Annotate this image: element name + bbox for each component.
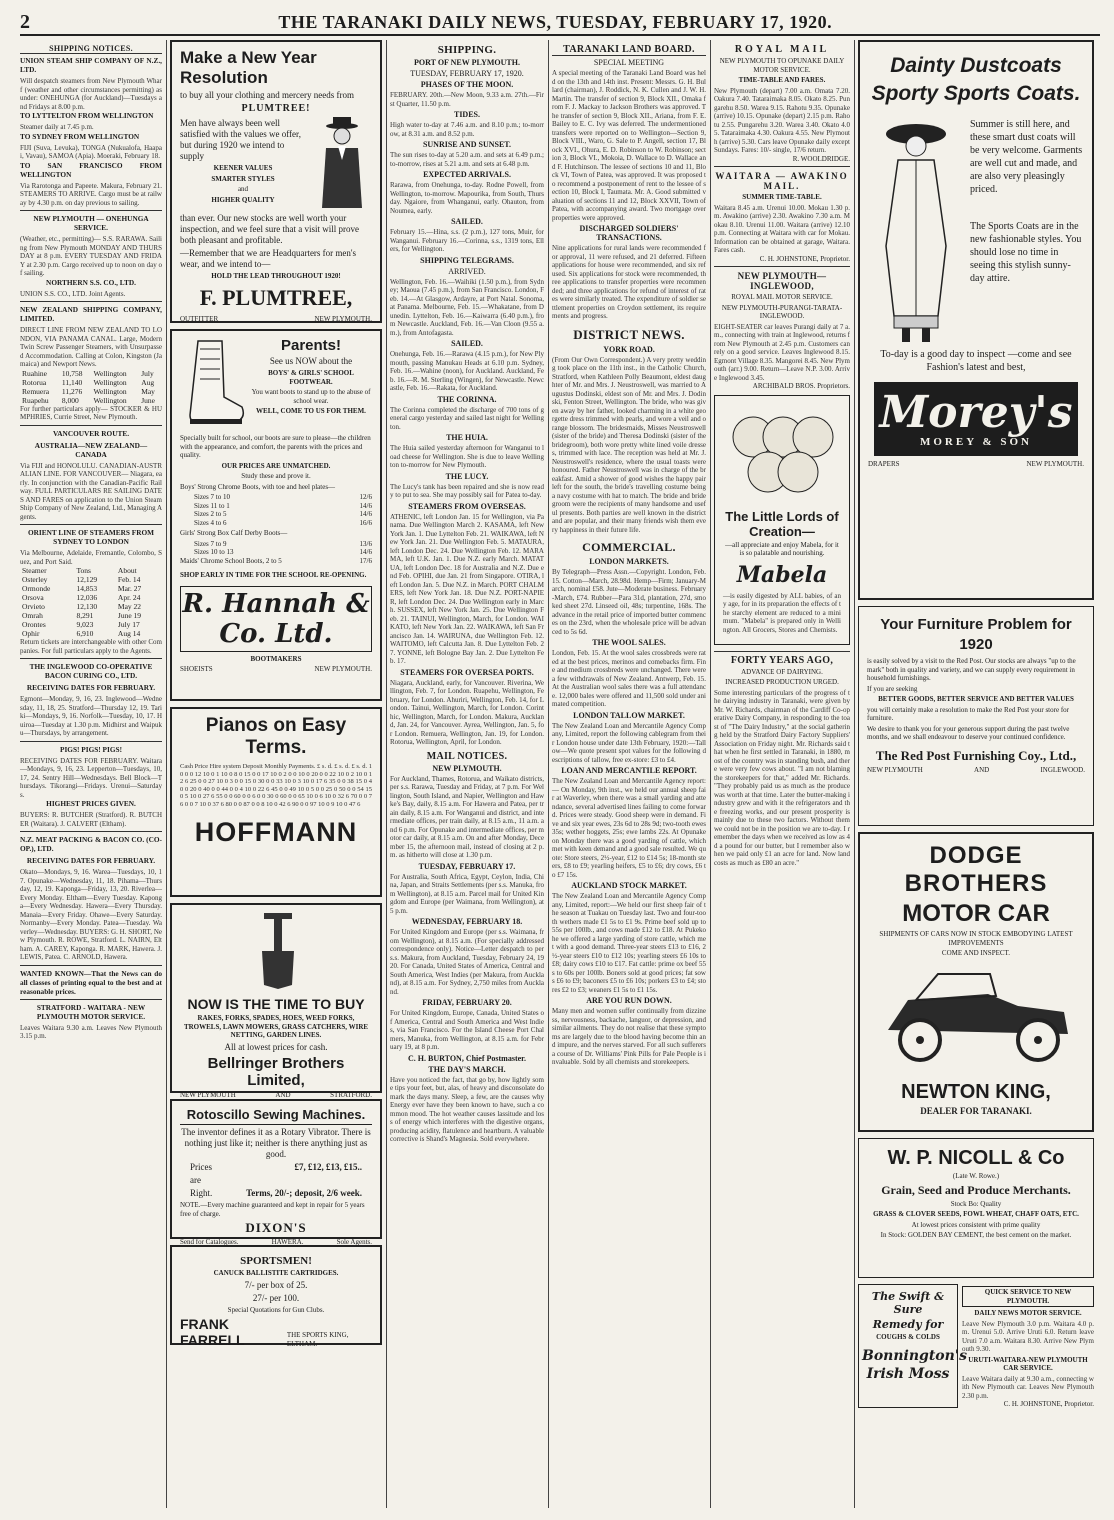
plumtree-hold: HOLD THE LEAD THROUGHOUT 1920! bbox=[211, 272, 341, 280]
section-heading: LOAN AND MERCANTILE REPORT. bbox=[561, 766, 697, 775]
column-advertisements bbox=[170, 40, 382, 1508]
section-heading: PHASES OF THE MOON. bbox=[420, 80, 514, 89]
section-heading: FRIDAY, FEBRUARY 20. bbox=[422, 998, 512, 1007]
royal-mail-sub: NEW PLYMOUTH TO OPUNAKE DAILY MOTOR SERVICE. bbox=[719, 57, 845, 74]
rotoscillo-body: The inventor defines it as a Rotary Vibrator. There is nothing just like it; neither is there anything just as good. bbox=[181, 1127, 371, 1159]
nicoll-goods: GRASS & CLOVER SEEDS, FOWL WHEAT, CHAFF OATS, ETC. bbox=[873, 1210, 1079, 1218]
rotoscillo-prices: £7, £12, £13, £15.. bbox=[294, 1162, 362, 1172]
dodge-come: COME AND INSPECT. bbox=[941, 949, 1011, 957]
section-heading: EXPECTED ARRIVALS. bbox=[423, 170, 511, 179]
section-heading: THE CORINNA. bbox=[437, 394, 497, 404]
section-heading: ARE YOU RUN DOWN. bbox=[586, 996, 672, 1005]
rotoscillo-terms: Terms, 20/-; deposit, 2/6 week. bbox=[246, 1188, 362, 1198]
rotoscillo-note: NOTE.—Every machine guaranteed and kept in repair for 5 years free of charge. bbox=[180, 1201, 365, 1218]
notice-title: NEW ZEALAND SHIPPING COMPANY, LIMITED. bbox=[20, 305, 162, 323]
car-illustration bbox=[868, 960, 1084, 1070]
hannah-list-heading: Boys' Strong Chrome Boots, with toe and heel plates— bbox=[180, 482, 336, 491]
forty-years-sub: ADVANCE OF DAIRYING. bbox=[741, 667, 823, 676]
quick-service-prop: C. H. JOHNSTONE, Proprietor. bbox=[1003, 1400, 1094, 1408]
shipping-heading: SHIPPING. bbox=[437, 44, 497, 56]
summer-timetable: SUMMER TIME-TABLE. bbox=[742, 193, 822, 201]
section-heading: SAILED. bbox=[451, 339, 483, 348]
hannah-sub1: See us NOW about the bbox=[269, 356, 353, 366]
port-heading: PORT OF NEW PLYMOUTH. bbox=[414, 58, 520, 67]
dodge-headline2: MOTOR CAR bbox=[902, 900, 1050, 927]
nicoll-headline: Grain, Seed and Produce Merchants. bbox=[881, 1182, 1071, 1197]
bottom-row bbox=[858, 1284, 1094, 1414]
hannah-price-list bbox=[180, 493, 372, 527]
notice-title: TO LYTTELTON FROM WELLINGTON bbox=[20, 111, 154, 120]
bellringer-loc1: NEW PLYMOUTH bbox=[180, 1090, 236, 1099]
quick-service-sub: DAILY NEWS MOTOR SERVICE. bbox=[974, 1309, 1082, 1317]
notice-title: STRATFORD - WAITARA - NEW PLYMOUTH MOTOR SERVICE. bbox=[36, 1002, 146, 1021]
shipping-notices-heading: SHIPPING NOTICES. bbox=[20, 44, 162, 54]
notice-title: UNION STEAM SHIP COMPANY OF N.Z., LTD. bbox=[20, 56, 162, 74]
plumtree-intro: to buy all your clothing and mercery needs from bbox=[180, 90, 354, 100]
bonnington-brand2: Irish Moss bbox=[866, 1365, 950, 1382]
rotoscillo-headline: Rotoscillo Sewing Machines. bbox=[180, 1107, 372, 1125]
mabela-brand: Mabela bbox=[736, 561, 828, 588]
price-row: Sizes 7 to 10 12/6 bbox=[194, 493, 372, 501]
proprietor: R. WOOLDRIDGE. bbox=[792, 154, 850, 163]
hannah-footer-left: SHOEISTS bbox=[180, 665, 213, 673]
bellringer-firm: Bellringer Brothers Limited, bbox=[207, 1054, 345, 1089]
farrell-item: CANUCK BALLISTITE CARTRIDGES. bbox=[213, 1269, 339, 1277]
plumtree-store: PLUMTREE! bbox=[241, 103, 311, 114]
morey-invite: To-day is a good day to inspect —come and see Fashion's latest and best, bbox=[880, 349, 1072, 373]
mabela-advertisement: The Little Lords of Creation— —all appreciate and enjoy Mabela, for it is so palatable and nourishing. Mabela —is easily digested by ALL babies, of any age, for in its preparation the effects of the starchy element are reduced to a minimum. "Mabela" is prepared only in Wellington. All Grocers, Stores and Chemists. bbox=[714, 395, 850, 645]
section-heading: THE WOOL SALES. bbox=[592, 638, 666, 647]
np-purangi-heading: NEW PLYMOUTH-PURANGI-TARATA-INGLEWOOD. bbox=[721, 303, 843, 320]
notice-title: TO SAN FRANCISCO FROM WELLINGTON bbox=[20, 160, 162, 179]
rotoscillo-footer-mid: HAWERA. bbox=[271, 1238, 304, 1246]
bonnington-brand1: Bonnington's bbox=[862, 1347, 967, 1364]
notice-title: THE INGLEWOOD CO-OPERATIVE BACON CURING CO., LTD. bbox=[29, 662, 153, 680]
shipping-signature: C. H. BURTON, Chief Postmaster. bbox=[408, 1053, 526, 1063]
section-heading: WEDNESDAY, FEBRUARY 18. bbox=[411, 917, 523, 926]
notice-title: TO SYDNEY FROM WELLINGTON bbox=[20, 131, 140, 141]
section-heading: SUNRISE AND SUNSET. bbox=[422, 140, 512, 149]
price-row: Sizes 11 to 1 14/6 bbox=[194, 501, 372, 510]
dodge-sub: SHIPMENTS OF CARS NOW IN STOCK EMBODYING LATEST IMPROVEMENTS bbox=[879, 930, 1073, 947]
redpost-loc2: AND bbox=[974, 765, 990, 774]
nicoll-firm: W. P. NICOLL & Co bbox=[887, 1147, 1065, 1169]
hoffmann-headline: Pianos on Easy Terms. bbox=[205, 715, 347, 758]
shipping-date: TUESDAY, FEBRUARY 17, 1920. bbox=[410, 69, 524, 78]
plumtree-footer-right: NEW PLYMOUTH. bbox=[314, 314, 372, 323]
bellringer-loc2: AND bbox=[275, 1090, 291, 1099]
mabela-body: —all appreciate and enjoy Mabela, for it is so palatable and nourishing. bbox=[725, 540, 839, 557]
dodge-dealer: NEWTON KING, bbox=[901, 1080, 1051, 1103]
hannah-headline: Parents! bbox=[280, 337, 342, 354]
dodge-advertisement bbox=[858, 832, 1094, 1132]
section-heading: THE LUCY. bbox=[445, 471, 489, 481]
uruti-heading: URUTI-WAITARA-NEW PLYMOUTH CAR SERVICE. bbox=[968, 1355, 1088, 1372]
hannah-bootmakers: BOOTMAKERS bbox=[250, 654, 302, 663]
forty-years-heading: FORTY YEARS AGO, bbox=[714, 651, 850, 666]
np-inglewood-heading: NEW PLYMOUTH—INGLEWOOD, bbox=[737, 271, 827, 291]
hannah-sub2: BOYS' & GIRLS' SCHOOL FOOTWEAR. bbox=[268, 369, 354, 386]
nicoll-late: (Late W. Rowe.) bbox=[952, 1172, 1000, 1180]
hannah-footer-right: NEW PLYMOUTH. bbox=[314, 665, 372, 673]
plumtree-higher: HIGHER QUALITY bbox=[211, 195, 275, 204]
section-heading: SHIPPING TELEGRAMS. bbox=[420, 255, 514, 265]
morey-footer-left: DRAPERS bbox=[868, 460, 900, 468]
section-heading: YORK ROAD. bbox=[603, 344, 655, 354]
farrell-price2: 27/- per 100. bbox=[252, 1292, 300, 1303]
bonnington-line2: Remedy for bbox=[872, 1318, 944, 1331]
hannah-prices: OUR PRICES ARE UNMATCHED. bbox=[221, 461, 331, 470]
quick-service-block: QUICK SERVICE TO NEW PLYMOUTH. DAILY NEWS MOTOR SERVICE. Leave New Plymouth 3.0 p.m. Waitara 4.0 p.m. Urenui 5.0. Arrive Uruti 6.0. Return leave Uruti 7.0 a.m. Waitara 8.30. Arrive New Plymouth 9.30. URUTI-WAITARA-NEW PLYMOUTH CAR SERVICE. Leave Waitara daily at 9.30 a.m., connecting with New Plymouth car. Leaves New Plymouth 2.30 p.m. C. H. JOHNSTONE, Proprietor. bbox=[962, 1288, 1094, 1408]
bellringer-body: RAKES, FORKS, SPADES, HOES, WEED FORKS, TROWELS, LAWN MOWERS, GRASS CATCHERS, WIRE NETTING, GARDEN LINES. bbox=[183, 1014, 369, 1039]
sailing-table: Ruahine 10,758 Wellington July Rotorua 11,140 Wellington Aug Remuera 11,276 Wellington May Ruapehu 8,000 Wellington June bbox=[22, 368, 155, 405]
section-heading: THE DAY'S MARCH. bbox=[428, 1064, 506, 1074]
nicoll-cement: In Stock: GOLDEN BAY CEMENT, the best cement on the market. bbox=[880, 1231, 1072, 1239]
johnstone: C. H. JOHNSTONE, Proprietor. bbox=[759, 254, 850, 263]
hannah-body2: Specially built for school, our boots are sure to please—the children with the appearance, and comfort, the parents with the prices and quality. bbox=[180, 434, 371, 459]
plumtree-signature: F. PLUMTREE, bbox=[199, 284, 353, 310]
children-illustration bbox=[723, 402, 841, 502]
section-heading: MAIL NOTICES. bbox=[426, 750, 508, 762]
plumtree-advertisement bbox=[170, 40, 382, 323]
notice-title: RECEIVING DATES FOR FEBRUARY. bbox=[26, 683, 156, 692]
plumtree-keener: KEENER VALUES bbox=[213, 164, 273, 172]
section-heading: LONDON TALLOW MARKET. bbox=[573, 710, 685, 720]
nicoll-lowest: At lowest prices consistent with prime quality bbox=[911, 1220, 1041, 1229]
page-number: 2 bbox=[20, 10, 31, 33]
morey-logo-block bbox=[874, 382, 1078, 456]
rotoscillo-prices-label: Prices bbox=[190, 1162, 212, 1172]
section-heading: STEAMERS FROM OVERSEAS. bbox=[408, 501, 526, 511]
notice-title: HIGHEST PRICES GIVEN. bbox=[46, 799, 136, 808]
farrell-advertisement bbox=[170, 1245, 382, 1348]
column-mail-services: ROYAL MAIL NEW PLYMOUTH TO OPUNAKE DAILY MOTOR SERVICE. TIME-TABLE AND FARES. New Plymouth (depart) 7.00 a.m. Omata 7.20. Oakura 7.40. Tataraimaka 8.05. Okato 8.25. Pungarehu 8.50. Warea 9.15. Rahotu 9.35. Opunake (arrive) 10.15. Opunake (depart) 2.15 p.m. Rahotu 2.55. Pungarehu 3.20. Warea 3.40. Okato 4.05. Tataraimaka 4.30. Oakura 4.55. New Plymouth (arrive) 5.30. Cars leave Opunake daily except Sundays. Fares: 10/- single, 17/6 return. R. WOOLDRIDGE. WAITARA — AWAKINO MAIL. SUMMER TIME-TABLE. Waitara 8.45 a.m. Urenui 10.00. Mokau 1.30 p.m. Awakino (arrive) 2.30. Awakino 7.30 a.m. Mokau 8.10. Urenui 11.00. Waitara (arrive) 12.10 p.m. Connecting at Waitara with car for Mokau. Information can be obtained at garage, Waitara. Fares cash. C. H. JOHNSTONE, Proprietor. NEW PLYMOUTH—INGLEWOOD, ROYAL MAIL MOTOR SERVICE. NEW PLYMOUTH-PURANGI-TARATA-INGLEWOOD. EIGHT-SEATER car leaves Purangi daily at 7 a.m., connecting with train at Inglewood, returns from New Plymouth at 2.45 p.m. Customers can rely on a good service. Leaves Inglewood 8.15. Egmont Village 8.35. Mangorei 8.45. New Plymouth (arr.) 9.00. Return—Leave N.P. 3.00. Arrive Inglewood 3.45. ARCHIBALD BROS. Proprietors. The Little Lords of Creation— —all appreciate and enjoy Mabela, for it is so palatable and nourishing. Mabela —is easily digested by ALL babies, of any age, for in its preparation the effects of the starchy element are reduced to a minimum. "Mabela" is prepared only in Wellington. All Grocers, Stores and Chemists. FORTY YEARS AGO, ADVANCE OF DAIRYING. INCREASED PRODUCTION URGED. Some interesting particulars of the progress of the dairying industry in Taranaki, were given by Mr. W. Richards, chairman of the Cardiff Co-operative Dairy Company, in responding to the toast of "The Dairy Industry," at the social gathering held by the Stratford Dairy Factory Suppliers' Association on Friday night. Mr. Richards said that when he first settled in Taranaki, in 1880, most of the country was in standing bush, and there were very few cows about. "I am not blaming the storekeepers for that," added Mr. Richards. "They probably paid us as much as the produce was worth at that time. Later the butter-making industry grew and with it the refrigerators and the freezing works, and our present prosperity is mainly due to these two factors. Without them we could not be in the position we are to-day. I remember the days when we received as low as 4d a pound for our butter, but I remember also when we paid only £1 an acre for land. Now land costs as much as £80 an acre." bbox=[714, 44, 850, 867]
morey-advertisement bbox=[858, 40, 1094, 600]
plumtree-headline: Make a New Year Resolution bbox=[180, 48, 317, 87]
plumtree-footer-left: OUTFITTER bbox=[180, 314, 219, 323]
farrell-special: Special Quotations for Gun Clubs. bbox=[227, 1305, 325, 1314]
section-heading: AUCKLAND STOCK MARKET. bbox=[571, 881, 687, 890]
hannah-body: You want boots to stand up to the abuse of school wear. bbox=[251, 388, 371, 405]
column-rule bbox=[166, 40, 167, 1508]
section-heading: THE HUIA. bbox=[446, 433, 488, 442]
section-heading: SAILED. bbox=[451, 217, 483, 226]
redpost-better: BETTER GOODS, BETTER SERVICE AND BETTER VALUES bbox=[878, 695, 1074, 703]
redpost-body2: you will certainly make a resolution to make the Red Post your store for furniture. bbox=[867, 705, 1069, 722]
column-right-ads bbox=[858, 40, 1094, 1508]
section-heading: NEW PLYMOUTH. bbox=[432, 763, 502, 773]
lady-illustration bbox=[868, 116, 964, 346]
bellringer-headline: NOW IS THE TIME TO BUY bbox=[187, 996, 365, 1012]
plumtree-and: and bbox=[237, 185, 249, 193]
waitara-heading: WAITARA — AWAKINO MAIL. bbox=[715, 171, 849, 191]
rotoscillo-footer-right: Sole Agents. bbox=[336, 1238, 372, 1246]
redpost-firm: The Red Post Furnishing Coy., Ltd., bbox=[875, 747, 1077, 763]
notice-title: N.Z. MEAT PACKING & BACON CO. (CO-OP.), LTD. bbox=[20, 835, 162, 853]
price-row: Sizes 10 to 13 14/6 bbox=[194, 548, 372, 556]
rotoscillo-footer-left: Send for Catalogues. bbox=[180, 1238, 239, 1246]
section-heading: COMMERCIAL. bbox=[582, 540, 676, 554]
redpost-advertisement bbox=[858, 606, 1094, 826]
arrived-label: ARRIVED. bbox=[448, 266, 486, 276]
nicoll-advertisement bbox=[858, 1138, 1094, 1278]
special-meeting-label: SPECIAL MEETING bbox=[593, 58, 665, 67]
dodge-headline1: DODGE BROTHERS bbox=[904, 842, 1048, 897]
mabela-headline: The Little Lords of Creation— bbox=[725, 508, 839, 539]
column-rule bbox=[548, 40, 549, 1508]
archibald-bros: ARCHIBALD BROS. Proprietors. bbox=[752, 382, 850, 390]
price-row: Maids' Chrome School Boots, 2 to 5 17/6 bbox=[180, 556, 372, 565]
notice-title: NEW PLYMOUTH — ONEHUNGA SERVICE. bbox=[33, 214, 149, 232]
morey-body2: The Sports Coats are in the new fashionable styles. You should lose no time in seeing this stylish sunny-day attire. bbox=[970, 221, 1082, 284]
royal-mail-heading: ROYAL MAIL bbox=[734, 44, 830, 55]
timetable-heading: TIME-TABLE AND FARES. bbox=[738, 76, 826, 84]
morey-headline1: Dainty Dustcoats bbox=[890, 54, 1062, 77]
farrell-footer: THE SPORTS KING, ELTHAM. bbox=[286, 1331, 349, 1348]
bellringer-prices: All at lowest prices for cash. bbox=[224, 1041, 328, 1052]
hannah-logo: R. Hannah & Co. Ltd. bbox=[180, 586, 372, 652]
bonnington-advertisement bbox=[858, 1284, 967, 1408]
notice-title: NORTHERN S.S. CO., LTD. bbox=[46, 277, 136, 287]
bonnington-line1: The Swift & Sure bbox=[871, 1290, 945, 1316]
gentleman-illustration bbox=[312, 116, 372, 211]
dodge-dealer-sub: DEALER FOR TARANAKI. bbox=[920, 1105, 1032, 1116]
nicoll-stock: Stock Bo: Quality bbox=[950, 1199, 1002, 1208]
forty-years-sub2: INCREASED PRODUCTION URGED. bbox=[725, 678, 839, 686]
notice-title: PIGS! PIGS! PIGS! bbox=[59, 744, 123, 754]
price-row: Sizes 4 to 6 16/6 bbox=[194, 518, 372, 527]
notice-title: AUSTRALIA—NEW ZEALAND—CANADA bbox=[34, 440, 148, 459]
page-title: THE TARANAKI DAILY NEWS, TUESDAY, FEBRUARY 17, 1920. bbox=[278, 11, 833, 32]
hannah-early: SHOP EARLY IN TIME FOR THE SCHOOL RE-OPENING. bbox=[180, 571, 367, 579]
bonnington-line3: COUGHS & COLDS bbox=[876, 1333, 940, 1341]
notice-title: RECEIVING DATES FOR FEBRUARY. bbox=[26, 856, 156, 865]
hannah-well: WELL, COME TO US FOR THEM. bbox=[256, 407, 366, 415]
plumtree-body2: than ever. Our new stocks are well worth your inspection, and we feel sure that a visit will prove both pleasant and profitable. bbox=[180, 213, 359, 245]
masthead bbox=[20, 10, 1100, 36]
section-heading: DISCHARGED SOLDIERS' TRANSACTIONS. bbox=[579, 224, 679, 242]
section-heading: TUESDAY, FEBRUARY 17. bbox=[418, 861, 516, 871]
column-rule bbox=[386, 40, 387, 1508]
redpost-loc3: INGLEWOOD. bbox=[1040, 765, 1085, 774]
redpost-anxious: If you are seeking bbox=[867, 684, 918, 693]
morey-footer-right: NEW PLYMOUTH. bbox=[1026, 460, 1084, 468]
bellringer-loc3: STRATFORD. bbox=[330, 1090, 372, 1099]
section-heading: STEAMERS FOR OVERSEA PORTS. bbox=[400, 667, 534, 677]
hoffmann-brand: HOFFMANN bbox=[194, 816, 358, 847]
morey-headline2: Sporty Sports Coats. bbox=[871, 82, 1081, 105]
price-row: Sizes 7 to 9 13/6 bbox=[194, 539, 372, 548]
section-heading: LONDON MARKETS. bbox=[589, 557, 669, 566]
hannah-price-list-2 bbox=[180, 540, 372, 566]
spade-illustration bbox=[180, 911, 376, 991]
rotoscillo-are: are bbox=[190, 1175, 201, 1185]
plumtree-body: Men have always been well satisfied with the values we offer, but during 1920 we intend to supply bbox=[180, 118, 301, 161]
price-row: Sizes 2 to 5 14/6 bbox=[194, 510, 372, 518]
rotoscillo-right-label: Right. bbox=[190, 1188, 213, 1198]
shipping-notices-list: UNION STEAM SHIP COMPANY OF N.Z., LTD. Will despatch steamers from New Plymouth Wharf (weather and other circumstances permitting) as under: ONEHUNGA (for Auckland)—Tuesdays and Fridays at 8.00 p.m. TO LYTTELTON FROM WELLINGTON Steamer daily at 7.45 p.m. TO SYDNEY FROM WELLINGTON FIJI (Suva, Levuka), TONGA (Nukualofa, Haapai, Vavau), SAMOA (Apia). Moeraki, February 18. TO SAN FRANCISCO FROM WELLINGTON Via Rarotonga and Papeete. Makura, February 21. STEAMERS TO ARRIVE. Cargo must be at railway by 4.30 p.m. on day previous to sailing. NEW PLYMOUTH — ONEHUNGA SERVICE. (Weather, etc., permitting)— S.S. RARAWA. Sailing from New Plymouth MONDAY AND THURSDAY at 8 p.m. EVERY TUESDAY AND FRIDAY at 2.30 p.m. Cargo received up to noon on day of sailing. NORTHERN S.S. CO., LTD. UNION S.S. CO., LTD. Joint Agents. NEW ZEALAND SHIPPING COMPANY, LIMITED. DIRECT LINE FROM NEW ZEALAND TO LONDON, VIA PANAMA CANAL. Large, Modern Twin Screw Passenger Steamers, with Unsurpassed Accommodation. Calling at Colon, Kingston (Jamaica) and Newport News. Ruahine 10,758 Wellington July Rotorua 11,140 Wellington Aug Remuera 11,276 Wellington May Ruapehu 8,000 Wellington June For further particulars apply— STOCKER & HUMPHRIES, Currie Street, New Plymouth. VANCOUVER ROUTE. AUSTRALIA—NEW ZEALAND—CANADA Via FIJI and HONOLULU. CANADIAN-AUSTRALIAN LINE. FOR VANCOUVER— Niagara, early. In conjunction with the Canadian-Pacific Railway. FULL PARTICULARS RE SAILING DATES AND FARES on application to the Union Steam Ship Company of New Zealand, Ltd., Managing Agents. ORIENT LINE OF STEAMERS FROM SYDNEY TO LONDON Via Melbourne, Adelaide, Fremantle, Colombo, Suez, and Port Said. Steamer Tons About Osterley 12,129 Feb. 14 Ormonde 14,853 Mar. 27 Orsova 12,036 Apr. 24 Orvieto 12,130 May 22 Omrah 8,291 June 19 Orontes 9,023 July 17 Ophir 6,910 Aug 14 Return tickets are interchangeable with other Companies. For full particulars apply to the Agents. THE INGLEWOOD CO-OPERATIVE BACON CURING CO., LTD. RECEIVING DATES FOR FEBRUARY. Egmont—Monday, 9, 16, 23. Inglewood—Wednesday, 11, 18, 25. Stratford—Thursday 12, 19. Tariki—Mondays, 9, 16. Norfolk—Tuesday, 10, 17. Huiroa—Tuesday at 1.30 p.m. Midhirst and Waipuku—Thursdays, by arrangement. PIGS! PIGS! PIGS! RECEIVING DATES FOR FEBRUARY. Waitara—Mondays, 9, 16, 23. Lepperton—Tuesdays, 10, 17, 24. Sentry Hill—Wednesdays. Bell Block—Thursdays. Tikorangi—Fridays. Urenui—Saturdays. HIGHEST PRICES GIVEN. BUYERS: R. BUTCHER (Stratford). R. BUTCHER (Waitara). J. CALVERT (Eltham). N.Z. MEAT PACKING & BACON CO. (CO-OP.), LTD. RECEIVING DATES FOR FEBRUARY. Okato—Mondays, 9, 16. Warea—Tuesdays, 10, 17. Opunake—Wednesday, 11, 18. Pihama—Thursday, 12, 19. Kaponga—Friday, 13, 20. Riverlea—Every Monday. Eltham—Every Tuesday. Kaponga—Every Wednesday. Hawera—Every Thursday. Manaia—Every Friday. Ohawe—Every Saturday. Normanby—Every Monday. Patea—Tuesday. Waverley—Wednesday. BUYERS: G. H. SHORT, New Plymouth. R. ROWE, Stratford. L. NAIRN, Eltham. A. CAREY, Kaponga. R. MARK, Hawera. J. LEWIS, Patea. C. ARNOLD, Hawera. WANTED KNOWN—That the News can do all classes of printing equal to the best and at reasonable prices. STRATFORD - WAITARA - NEW PLYMOUTH MOTOR SERVICE. Leaves Waitara 9.30 a.m. Leaves New Plymouth 3.15 p.m. bbox=[20, 56, 162, 1040]
redpost-body: is easily solved by a visit to the Red Post. Our stocks are always "up to the mark" both in quality and variety, and we can supply every requirement in household furnishings. bbox=[867, 657, 1076, 682]
hannah-advertisement bbox=[170, 329, 382, 701]
section-heading: TIDES. bbox=[453, 110, 480, 119]
orient-table: Steamer Tons About Osterley 12,129 Feb. 14 Ormonde 14,853 Mar. 27 Orsova 12,036 Apr. 24 Orvieto 12,130 May 22 Omrah 8,291 June 19 Orontes 9,023 July 17 Ophir 6,910 Aug 14 bbox=[22, 566, 142, 638]
notice-title: WANTED KNOWN—That the News can do all classes of printing equal to the best and at reasonable prices. bbox=[20, 968, 162, 996]
royal-mail-motor: ROYAL MAIL MOTOR SERVICE. bbox=[731, 293, 833, 301]
farrell-headline: SPORTSMEN! bbox=[240, 1255, 312, 1267]
farrell-price1: 7/- per box of 25. bbox=[244, 1279, 308, 1290]
farrell-firm: FRANK FARRELL bbox=[180, 1316, 245, 1348]
morey-logo-sub: MOREY & SON bbox=[919, 436, 1033, 448]
land-board-heading: TARANAKI LAND BOARD. bbox=[552, 44, 706, 56]
morey-body: Summer is still here, and these smart dust coats will be very welcome. Garments are well cut and made, and are also very pleasingly priced. bbox=[970, 119, 1083, 195]
hoffmann-advertisement bbox=[170, 707, 382, 897]
column-rule bbox=[854, 40, 855, 1508]
column-land-board: TARANAKI LAND BOARD. SPECIAL MEETING A special meeting of the Taranaki Land Board was held on the 13th and 14th inst. Present: Messrs. G. H. Bullard (chairman), J. Roddick, N. K. Cullen and J. W. H. Martin. The transfer of section 9, Block XII., Omaka from F. J. Mackay to Jackson Brothers was approved. The transfer of section 9, Block XII., Ariana, from F. E. Bailey to E. C. Ivy was deferred. The undermentioned transfers were reported on to Wellington—Section 9, Block VIII., Waro, G. Sale to P. Angell, section 17, Block XVI., Ohura, E. D. Robinson to W. Robinson; section 3, Block VI., Mokoia, D. Wallace to D. Wallace and F. Hutchinson. The lessee of sections 10 and 11, Block VI, Town of Patea, was approved. It was proposed to recommend a postponement of rent to the lessee of section 10, Block I, Taumata. Mr. A. Good submitted valuation of sections 11 and 12, Block XXVII, Town of Patea, with accompanying award. Two mortgage over properties were approved. DISCHARGED SOLDIERS' TRANSACTIONS. Nine applications for rural lands were recommended for approval, 11 were refused, and 21 deferred. Fifteen applications for house were recommended, and six refused. Six applications for stock were recommended, three applications to transfer properties were recommended; and three applications for refund of interest of rates were similarly treated. The expenditure of soldier settlement properties on Croydon settlement, its requirements and progress. DISTRICT NEWS. YORK ROAD. (From Our Own Correspondent.) A very pretty wedding took place on the 11th inst., in the Catholic Church, Stratford, when Kathleen Polly Beaumont, eldest daughter of Mr. and Mrs. J. Neustroswell, was married to Augustus Dodinski, eldest son of Mr. and Mrs. J. Dodinski, Fenton Street, Wellington. The bride, who was given away by her father, looked charming in a white georgette dress trimmed with pearls, and wore a veil and orange blossom. The bridesmaids, Misses Neustroswell (sister of the bride) and Theresa Dodinski (sister of the bridegroom), both wore pretty white lined voile dresses, trimmed with lace. The reception was held at Mr. J. Neustroswell's residence, where the usual toasts were honoured. Father Neustroswell was in charge of the breakfast. Amid a shower of good wishes the happy pair left for the south, the bride's travelling costume being a navy costume with hat to match. The bride and bridegroom were the recipients of many handsome and useful presents. Both parties are well known in the district and are popular, and their many friends wish them every happiness in their future life. COMMERCIAL. LONDON MARKETS. By Telegraph—Press Assn.—Copyright. London, Feb. 15. Cotton—March, 28.98d. Hemp—Firm; January-March, nominal £58. Jute—Moderate business. February-March, £74. Rubber—Para 31d, plantation, 27d, smoked sheet 27d. Linseed oil, 48s; turpentine, 168s. The advance in the retail price of imported butter commences on the 23rd, when the wholesale price will be advanced to 5s 6d. THE WOOL SALES. London, Feb. 15. At the wool sales crossbreds were rated at the best prices, merinos and comebacks firm. Fine and medium crossbreds were unchanged. There were a few withdrawals of New Zealand. Antwerp, Feb. 15. At the Australian wool sales there was a full attendance. 12,000 bales were offered and 11,500 sold under animated competition. LONDON TALLOW MARKET. The New Zealand Loan and Mercantile Agency Company, Limited, report the following cablegram from their London house under date 13th February, 1920:—Tallow—We quote present spot values for the following descriptions of tallow, free ex-store: £3 to £4. LOAN AND MERCANTILE REPORT. The New Zealand Loan and Mercantile Agency report:— On Monday, 9th inst., we held our annual sheep fair at Waverley, when there was a small yarding and attendance, several advertised lines failing to come forward. Prices were steady. Good sheep were in demand. Five and six year ewes, 23s 6d to 28s 9d; two-tooth ewes 35s; wether hoggets, 25s; ewe lambs 22s. At Opunake on Monday there was a good yarding of cattle, which met with keen demand and a good sale resulted. We quote: Store steers, 2½-year, £12 to £14 5s; 18-month steers, £8 to £9; yearling heifers, £5 to £6; dry cows, £6 to £7 15s. AUCKLAND STOCK MARKET. The New Zealand Loan and Mercantile Agency Company, Limited, report:—We held our first sheep fair of the season at Tuakau on Tuesday last. Two and four-tooth wethers made £1 5s to £1 9s. Prime beef sold up to 55s per 100lb., and cows made £12 to £18. At Pukekohe we offered a large yarding of store cattle, which met with a good demand. Three-year steers £13 to £16, 2½-year steers £10 to £12 10s; yearling steers £6 10s to £8; dairy cows £10 to £17. Fat cattle: prime ox beef 55s to 60s per 100lb. Boners sold at good prices; fat sows £6 to £9; baconers £5 to £6 10s; porkers £3 to £4; stores £2 to £3; weaners £1 5s to £1 15s. ARE YOU RUN DOWN. Many men and women suffer continually from dizziness, nervousness, backache, languor, or depression, and similar ailments. They do not realise that these symptoms are largely due to the blood having become thin and impure, and the nerves starved. For all such sufferers a course of Dr. Williams' Pink Pills for Pale People is invaluable. Sold by all chemists and storekeepers. bbox=[552, 44, 706, 1066]
boot-illustration bbox=[180, 337, 250, 432]
column-rule bbox=[710, 40, 711, 1508]
rotoscillo-advertisement bbox=[170, 1099, 382, 1246]
notice-title: VANCOUVER ROUTE. bbox=[52, 428, 130, 438]
plumtree-remember: —Remember that we are Headquarters for men's wear, and we intend to— bbox=[180, 248, 357, 269]
hoffmann-price-table: Cash Price Hire system Deposit Monthly Payments. £ s. d. £ s. d. £ s. d. 10 0 0 12 10 0 1 10 0 8 0 15 0 0 17 10 0 2 0 0 10 0 20 0 0 22 10 0 2 10 0 12 6 25 0 0 27 10 0 3 0 0 15 0 30 0 0 33 10 0 3 10 0 17 6 35 0 0 38 15 0 4 0 0 20 0 40 0 0 44 0 0 4 10 0 22 6 45 0 0 49 10 0 5 0 0 25 0 50 0 0 54 15 0 5 10 0 27 6 55 0 0 60 0 0 6 0 0 30 0 60 0 0 65 10 0 6 10 0 32 6 70 0 0 76 0 0 7 10 0 37 6 80 0 0 87 0 0 8 10 0 42 6 90 0 0 97 10 0 9 10 0 47 6 bbox=[180, 763, 372, 808]
plumtree-smarter: SMARTER STYLES bbox=[211, 174, 275, 183]
redpost-body3: We desire to thank you for your generous support during the past twelve months, and we shall endeavour to deserve your continued confidence. bbox=[867, 724, 1070, 741]
redpost-loc1: NEW PLYMOUTH bbox=[867, 765, 923, 774]
notice-title: ORIENT LINE OF STEAMERS FROM SYDNEY TO LONDON bbox=[27, 528, 155, 546]
rotoscillo-firm: DIXON'S bbox=[245, 1220, 307, 1235]
morey-logo: Morey's bbox=[879, 387, 1073, 438]
hannah-study: Study these and prove it. bbox=[241, 472, 311, 480]
bellringer-advertisement bbox=[170, 903, 382, 1099]
column-shipping-notices bbox=[20, 40, 162, 1508]
hannah-list2-heading: Girls' Strong Box Calf Derby Boots— bbox=[180, 529, 288, 537]
redpost-headline: Your Furniture Problem for 1920 bbox=[880, 616, 1072, 653]
quick-service-heading: QUICK SERVICE TO NEW PLYMOUTH. bbox=[962, 1286, 1094, 1307]
column-shipping: SHIPPING. PORT OF NEW PLYMOUTH. TUESDAY, FEBRUARY 17, 1920. PHASES OF THE MOON. FEBRUARY. 20th.—New Moon, 9.33 a.m. 27th.—First Quarter, 11.50 p.m. TIDES. High water to-day at 7.46 a.m. and 8.10 p.m.; to-morrow, at 8.31 a.m. and 8.52 p.m. SUNRISE AND SUNSET. The sun rises to-day at 5.20 a.m. and sets at 6.49 p.m.; to-morrow, rises at 5.21 a.m. and sets at 6.48 p.m. EXPECTED ARRIVALS. Rarawa, from Onehunga, to-day. Rodne Powell, from Wellington, to-morrow. Mapourika, from South, Thursday. Ngaiore, from Whanganui, early. Ohauton, from Noumea, early. SAILED. February 15.—Hina, s.s. (2 p.m.), 127 tons, Muir, for Wanganui. February 16.—Corinna, s.s., 1319 tons, Ellers, for Wellington. SHIPPING TELEGRAMS. ARRIVED. Wellington, Feb. 16.—Waihiki (1.50 p.m.), from Sydney; Maoua (7.45 p.m.), from San Francisco. London, Feb. 14.—At Glasgow, Ardayre, at Port Natal. Sonoma, at Panama. Melbourne, Feb. 15.—Whakatane, from Dunedin. Lyttelton, Feb. 16.—Kaiwarra (6.40 p.m.), from Newcastle. Auckland, Feb. 16.—Van Cloon (9.55 a.m.), from Antofagasta. SAILED. Onehunga, Feb. 16.—Rarawa (4.15 p.m.), for New Plymouth, passing Manukau Heads at 6.10 p.m. Sydney, Feb. 16.—Wahine (noon), for Auckland. Auckland, Feb. 16.—R. M. Sterling (Wingen), for Newcastle. Newcastle, Feb. 16.—Rakata, for Auckland. THE CORINNA. The Corinna completed the discharge of 700 tons of general cargo yesterday and sailed last night for Wellington. THE HUIA. The Huia sailed yesterday afternoon for Wanganui to load cheese for Wellington. She is due to leave Wellington to-morrow for New Plymouth. THE LUCY. The Lucy's tank has been repaired and she is now ready to put to sea. She may possibly sail for Patea to-day. STEAMERS FROM OVERSEAS. ATHENIC, left London Jan. 15 for Wellington, via Panama. Due Wellington March 2. KASAMA, left New York Jan. 1. Due Lyttelton Feb. 21. WAIKAWA, left New York Jan. 21. Due Wellington Feb. 5. MATAURA, left London Dec. 24. Due Wellington Feb. 12. MARAMA, left U.K. Jan. 1. Due N.Z. early March. MATATUA, left London Dec. 18 for Australia and N.Z. Due end Feb. OPIHI, due Jan. 21 from Singapore. OTIRA, left London Jan. 5. Due N.Z. in March. PORT CHALMERS, left New York Jan. 18. Due N.Z. PORT-NAPIER, left London Dec. 24. Due Wellington early in March. SUSSEX, left New York Jan. 25. Due Wellington Feb. 21. TAINUI, Wellington, March, for London. WAIKATO, left New York Jan. 22. WAIKAWA, left San Francisco Jan. 14. WAIRUNA, due Wellington Feb. 12. WAITOMO, left Calcutta Jan. 8. Due Lyttelton Feb. 27. YONNE, left Bologne Bay Jan. 2. Due Lyttelton Feb. 17. STEAMERS FOR OVERSEA PORTS. Niagara, Auckland, early, for Vancouver. Riverina, Wellington, Feb. 7, for London. Ruapehu, Wellington, February, for London. Ahuriri, Wellington, Feb. 14, for London. Tainui, Wellington, March, for London. Corinthic, Wellington, March, for London. Makura, Auckland, Jan. 24, for Vancouver. Ayrea, Wellington, Jan. 5, for London. Remuera, Wellington, Jan. 19, for London. Rotorua, Wellington, April, for London. MAIL NOTICES. NEW PLYMOUTH. For Auckland, Thames, Rotorua, and Waikato districts, per s.s. Rarawa, Tuesday and Friday, at 7 p.m. For Wellington, South Island, and Napier, Wellington and Hawke's Bay, daily, 8.15 a.m. For Hawera and Patea, per train daily, 8.15 a.m. For Wanganui and district, and intermediate offices, per train daily, at 8.15 a.m., 11 a.m. and 6 p.m. For Opunake and intermediate offices, per motor car daily, at 8.15 a.m. On and after Monday, December 15, the afternoon mail, instead of closing at 2 p.m. as hitherto will close at 1.30 p.m. TUESDAY, FEBRUARY 17. For Australia, South Africa, Egypt, Ceylon, India, China, Japan, and Straits Settlements (per s.s. Manuka, from Wellington), at 8.15 a.m. Parcel mail for United Kingdom and Europe (per Waimana, from Wellington), at 5 p.m. WEDNESDAY, FEBRUARY 18. For United Kingdom and Europe (per s.s. Waimana, from Wellington), at 8.15 a.m. (For specially addressed correspondence only). Notice—Letter despatch to per s.s. Makura, from Auckland, Tuesday, February 24, 1920. For Canada, United States of America, Central and South America, West Indies (per Makura, from Auckland), at 8.15 a.m. For Sydney, 2,750 miles from Auckland. FRIDAY, FEBRUARY 20. For United Kingdom, Europe, Canada, United States of America, Central and South America and West Indies, via San Francisco. For the Island Cheese Port Chalmers, Manuka, from Wellington, at 8.15 a.m. for February 19, at 8 p.m. C. H. BURTON, Chief Postmaster. THE DAY'S MARCH. Have you noticed the fact, that go by, how lightly some tips your feet, but, alas, of heavy and disconsolate do mark the days many. Sleep, a few, are the causes why Energy ever have they been known to have, such a common mood. The hot weather causes lassitude and loss of energy which interferes with the digestive organs, producing acidity, flatulence and heartburn. A valuable corrective is Shand's Magnesia. Sold everywhere. bbox=[390, 44, 544, 1143]
section-heading: DISTRICT NEWS. bbox=[573, 326, 685, 342]
